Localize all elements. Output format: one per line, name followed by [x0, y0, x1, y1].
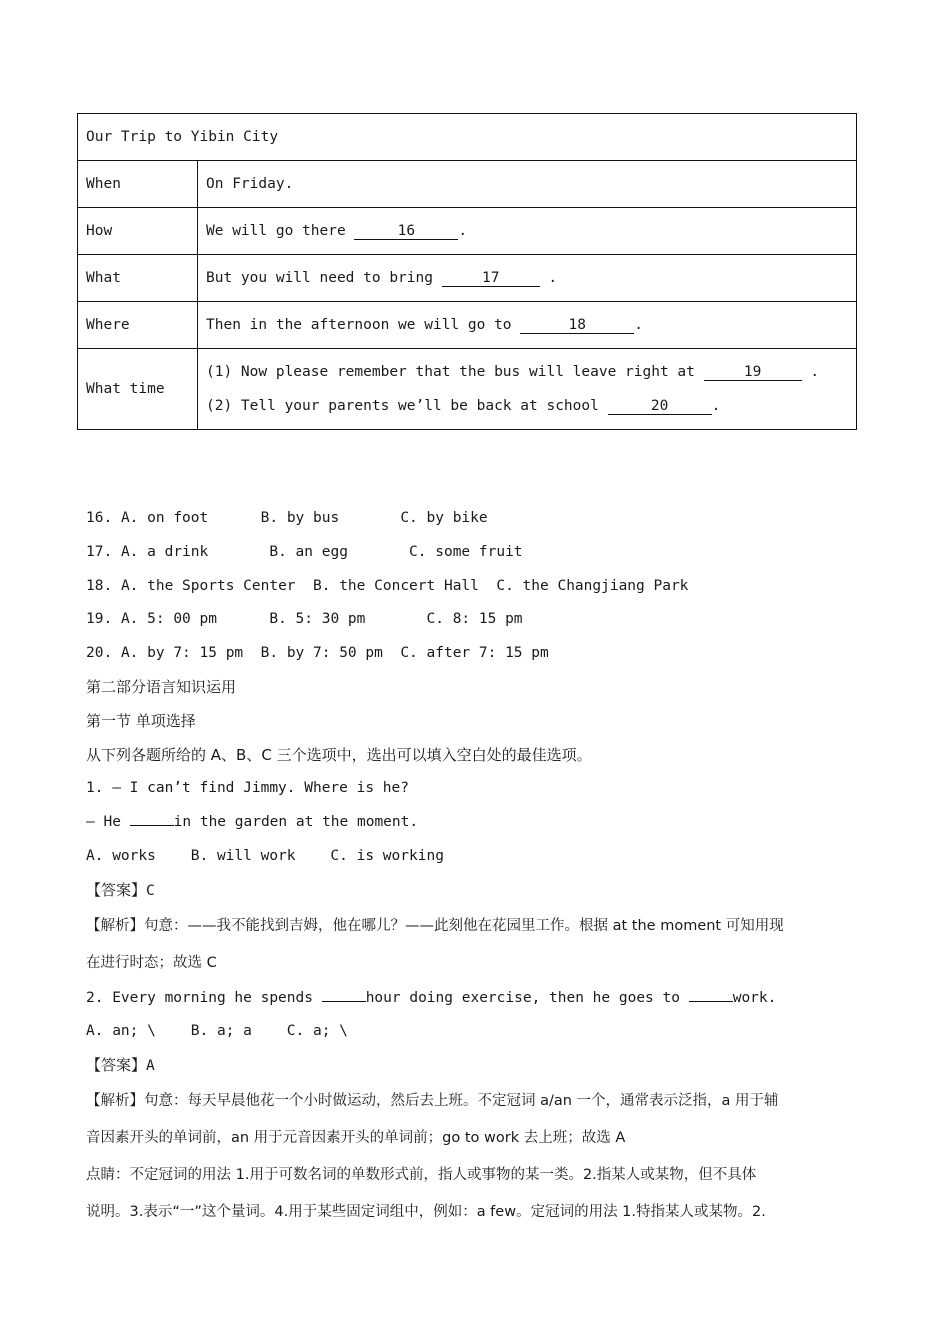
- question-number: 17.: [86, 543, 113, 560]
- row-label-how: How: [78, 208, 198, 255]
- row-label-what-time: What time: [78, 349, 198, 430]
- answer-blank: [130, 813, 174, 826]
- option-a: A. the Sports Center: [120, 577, 296, 594]
- text-after: in the garden at the moment.: [173, 814, 419, 831]
- table-title-row: [78, 114, 857, 161]
- question-number: 19.: [86, 611, 113, 628]
- q2-analysis-1: [86, 1083, 876, 1120]
- text-mid: hour doing exercise, then he goes to: [365, 989, 689, 1006]
- answer-label: 【答案】: [86, 880, 147, 899]
- option-b: B. the Concert Hall: [313, 577, 479, 594]
- table-title: Our Trip to Yibin City: [78, 114, 857, 161]
- section-heading: 第一节 单项选择: [86, 711, 196, 730]
- blank-16: 16: [354, 224, 458, 240]
- row-text-what-time: [198, 349, 857, 430]
- blank-19: 19: [704, 365, 802, 381]
- option-line-18: [86, 570, 876, 604]
- q2-answer: [86, 1049, 876, 1083]
- text-after: .: [539, 269, 558, 286]
- q2-choices: A. an; \ B. a; a C. a; \: [86, 1023, 348, 1040]
- what-time-line-1: [206, 355, 848, 389]
- option-a: A. a drink: [120, 543, 209, 560]
- option-c: C. by bike: [400, 510, 488, 526]
- row-label-what: What: [78, 255, 198, 302]
- answer-blank: [689, 989, 733, 1002]
- question-number: 16.: [86, 510, 113, 526]
- document-body: [86, 502, 876, 1231]
- part-heading: 第二部分语言知识运用: [86, 677, 237, 696]
- text-before: — He: [86, 814, 130, 831]
- q1-answer: [86, 874, 876, 908]
- analysis-text: 句意：每天早晨他花一个小时做运动，然后去上班。不定冠词 a/an 一个，通常表示泛指，a 用于辅: [144, 1092, 779, 1109]
- option-line-19: [86, 603, 876, 637]
- row-text-how: [198, 208, 857, 255]
- text-before: But you will need to bring: [206, 269, 442, 286]
- q1-analysis-1: [86, 908, 876, 945]
- option-a: A. 5: 00 pm: [120, 611, 217, 628]
- text-after: work.: [732, 989, 777, 1006]
- what-time-line-2: [206, 389, 848, 423]
- text-before: (2) Tell your parents we’ll be back at school: [206, 398, 608, 414]
- text-after: .: [458, 222, 468, 239]
- q1-choices: A. works B. will work C. is working: [86, 847, 444, 864]
- text-before: Then in the afternoon we will go to: [206, 316, 521, 333]
- q2-analysis-2: 音因素开头的单词前，an 用于元音因素开头的单词前；go to work 去上班；故选 A: [86, 1129, 626, 1146]
- instruction: 从下列各题所给的 A、B、C 三个选项中，选出可以填入空白处的最佳选项。: [86, 745, 592, 764]
- analysis-label: 【解析】: [86, 1092, 144, 1109]
- option-line-20: [86, 637, 876, 671]
- option-a: A. by 7: 15 pm: [120, 645, 244, 662]
- option-a: A. on foot: [120, 510, 209, 526]
- blank-18: 18: [520, 318, 634, 334]
- option-line-17: [86, 536, 876, 570]
- text-after: .: [801, 364, 820, 380]
- table-row: [78, 161, 857, 208]
- option-c: C. 8: 15 pm: [426, 611, 523, 628]
- option-c: C. some fruit: [409, 543, 523, 560]
- row-text-when: On Friday.: [198, 161, 857, 208]
- q2-tip-2: 说明。3.表示“一”这个量词。4.用于某些固定词组中，例如：a few。定冠词的用法 1.特指某人或某物。2.: [86, 1203, 766, 1220]
- text-before: We will go there: [206, 222, 355, 239]
- table-row: [78, 302, 857, 349]
- q1-analysis-2: 在进行时态；故选 C: [86, 954, 217, 971]
- text-after: .: [634, 316, 644, 333]
- row-label-where: Where: [78, 302, 198, 349]
- q2-line-1: [86, 982, 876, 1016]
- option-b: B. an egg: [269, 543, 348, 560]
- option-b: B. 5: 30 pm: [269, 611, 366, 628]
- table-row: [78, 349, 857, 430]
- analysis-text: 句意：——我不能找到吉姆，他在哪儿？——此刻他在花园里工作。根据 at the moment 可知用现: [144, 917, 784, 934]
- option-c: C. the Changjiang Park: [496, 577, 689, 594]
- text-after: .: [711, 398, 721, 414]
- question-number: 20.: [86, 645, 113, 662]
- answer-value: C: [146, 882, 155, 899]
- question-number: 18.: [86, 577, 113, 594]
- analysis-label: 【解析】: [86, 917, 144, 934]
- row-text-where: [198, 302, 857, 349]
- row-label-when: When: [78, 161, 198, 208]
- q1-line-1: 1. — I can’t find Jimmy. Where is he?: [86, 780, 410, 797]
- option-b: B. by bus: [260, 510, 340, 526]
- trip-table: [77, 113, 857, 430]
- blank-17: 17: [442, 271, 540, 287]
- option-c: C. after 7: 15 pm: [400, 645, 549, 662]
- answer-blank: [322, 989, 366, 1002]
- text-before: 2. Every morning he spends: [86, 989, 322, 1006]
- answer-value: A: [146, 1058, 155, 1075]
- table-row: [78, 255, 857, 302]
- row-text-what: [198, 255, 857, 302]
- blank-20: 20: [608, 399, 712, 415]
- q2-tip-1: 点睛：不定冠词的用法 1.用于可数名词的单数形式前，指人或事物的某一类。2.指某人或某物，但不具体: [86, 1166, 757, 1183]
- q1-line-2: [86, 806, 876, 840]
- text-before: (1) Now please remember that the bus will leave right at: [206, 364, 704, 380]
- option-line-16: [86, 502, 876, 536]
- answer-label: 【答案】: [86, 1056, 147, 1075]
- table-row: [78, 208, 857, 255]
- option-b: B. by 7: 50 pm: [260, 645, 383, 662]
